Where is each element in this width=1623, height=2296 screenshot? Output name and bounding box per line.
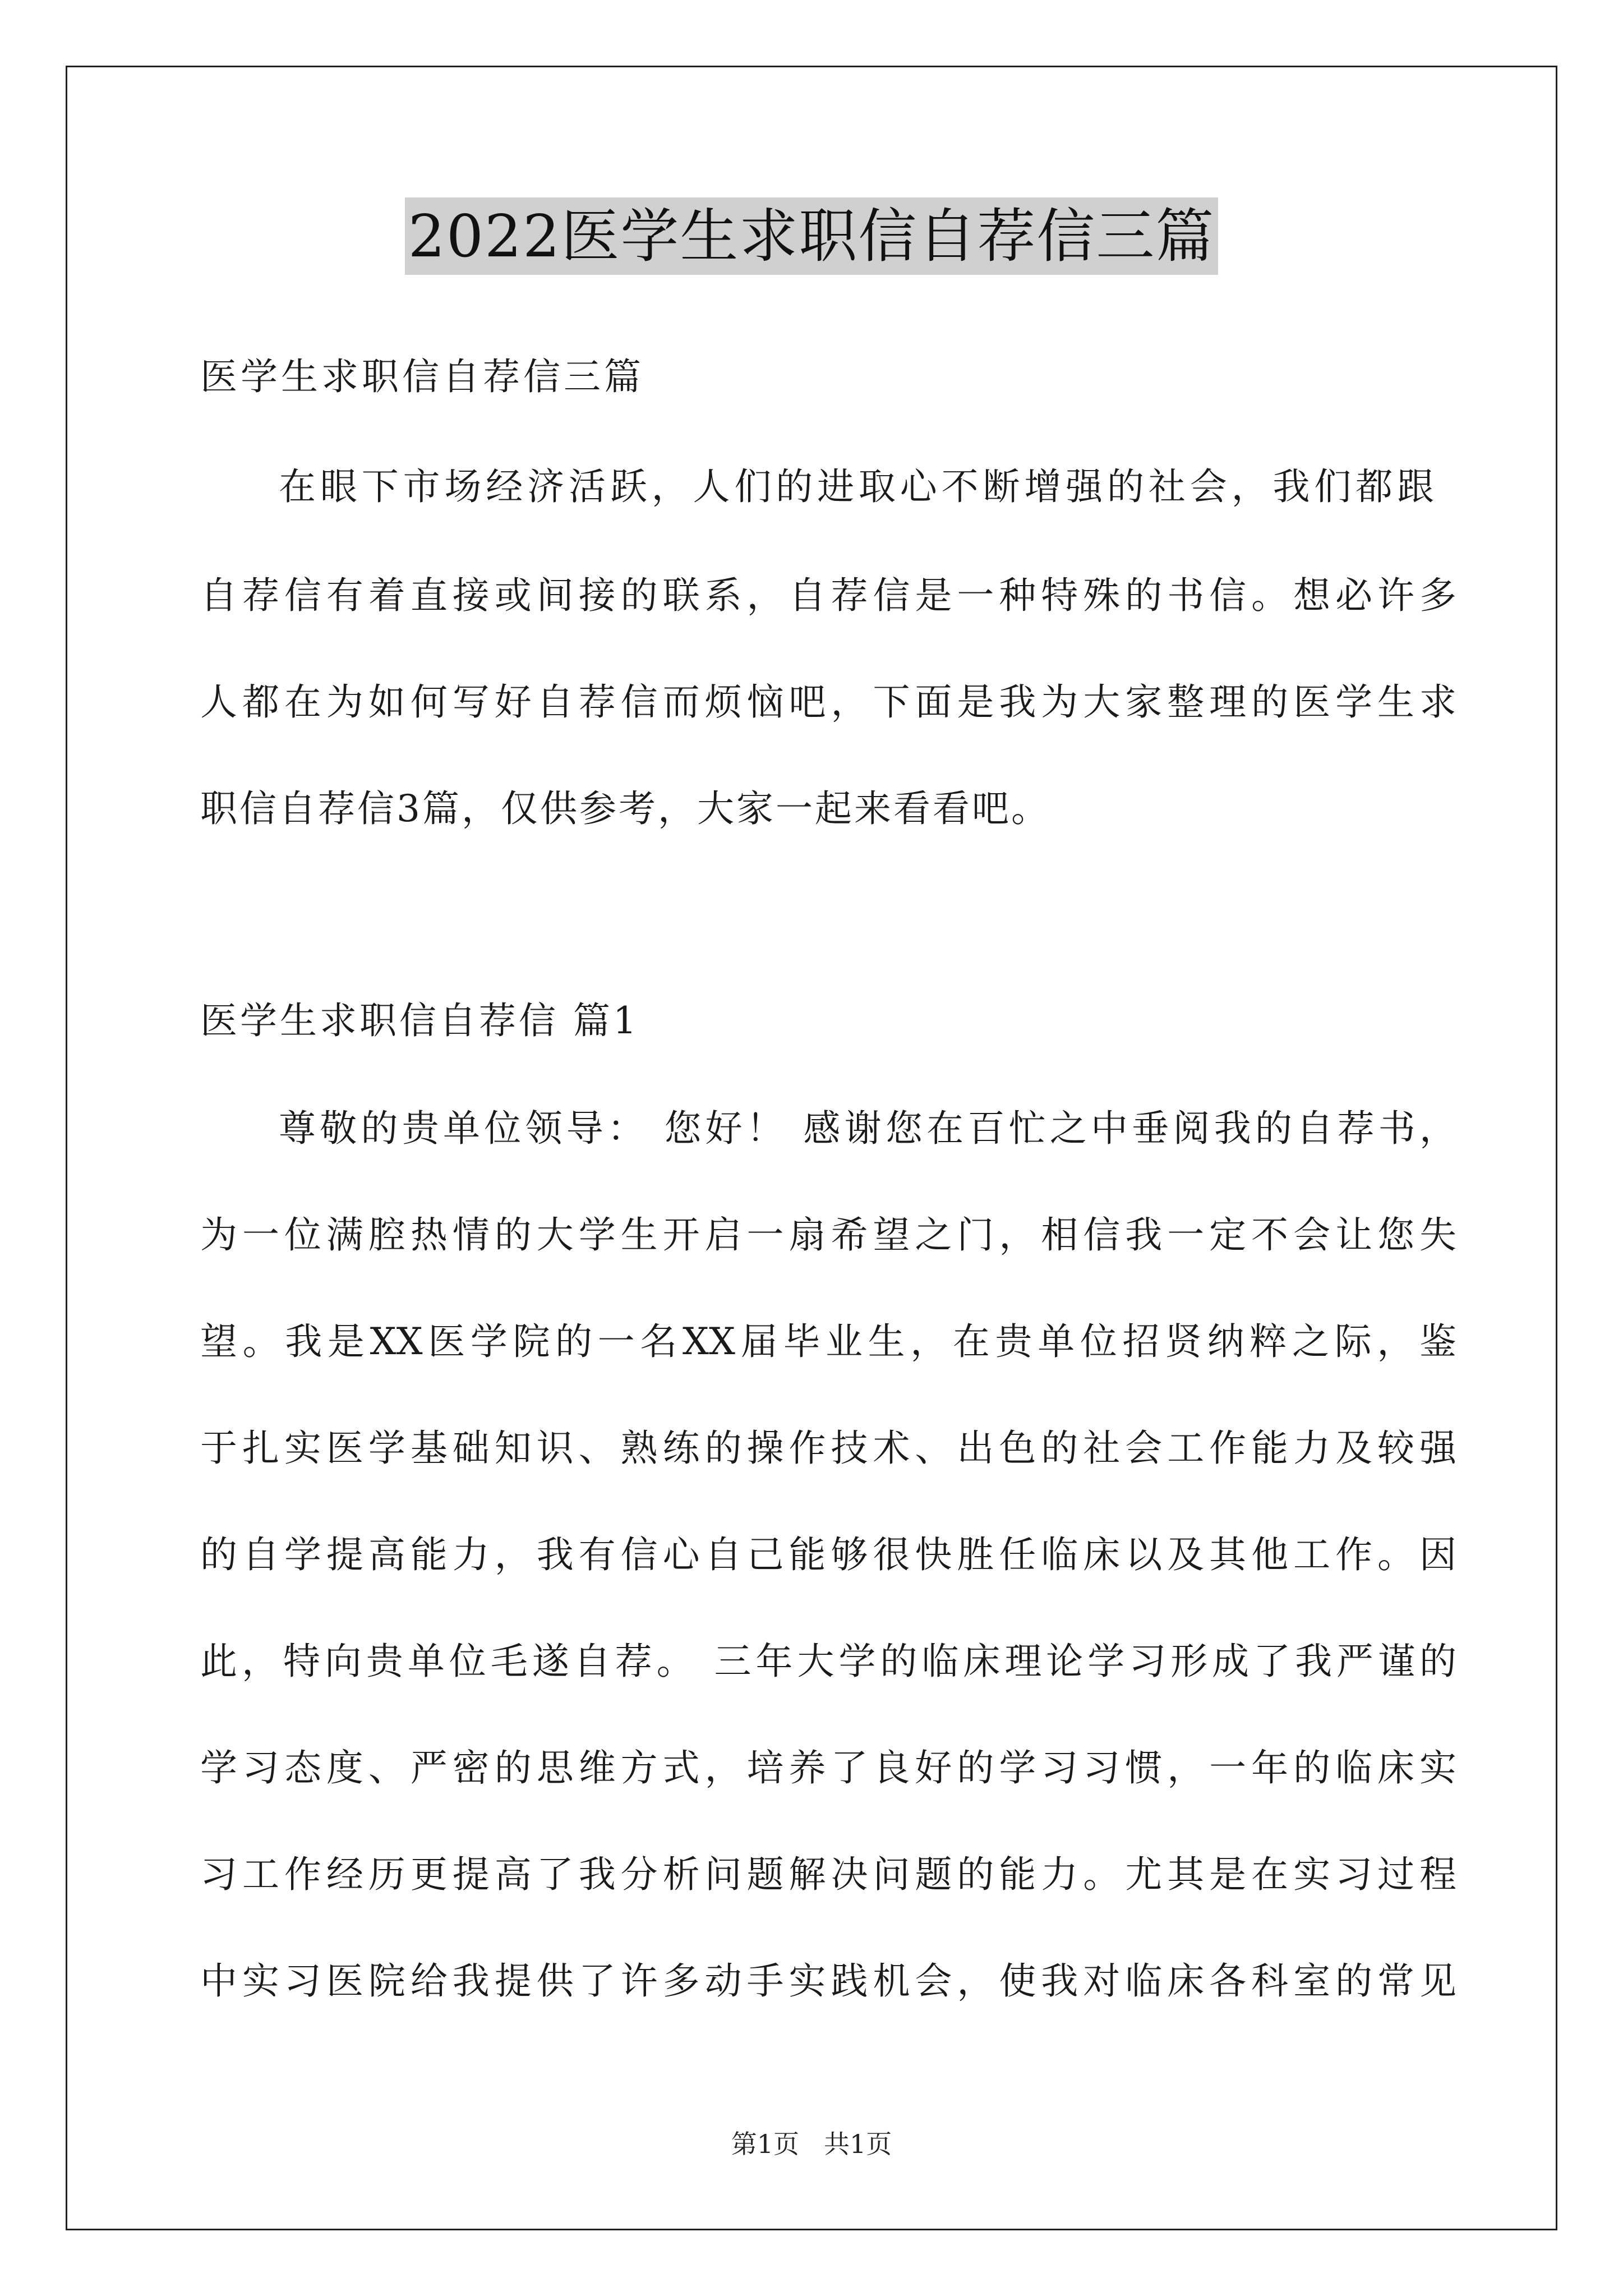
body-line-7: 学习态度、严密的思维方式，培养了良好的学习习惯，一年的临床实 — [200, 1746, 1456, 1789]
body-line-1: 尊敬的贵单位领导： 您好！ 感谢您在百忙之中垂阅我的自荐书， — [279, 1107, 1456, 1150]
body-line-6: 此，特向贵单位毛遂自荐。 三年大学的临床理论学习形成了我严谨的 — [200, 1640, 1456, 1683]
section-heading: 医学生求职信自荐信 篇1 — [200, 999, 639, 1042]
intro-line-4: 职信自荐信3篇，仅供参考，大家一起来看看吧。 — [200, 787, 1050, 830]
footer-total-pages: 共1页 — [823, 2129, 892, 2159]
body-line-3: 望。我是XX医学院的一名XX届毕业生，在贵单位招贤纳粹之际，鉴 — [200, 1320, 1456, 1363]
title-container — [0, 197, 1623, 275]
body-line-2: 为一位满腔热情的大学生开启一扇希望之门，相信我一定不会让您失 — [200, 1213, 1456, 1257]
body-line-4: 于扎实医学基础知识、熟练的操作技术、出色的社会工作能力及较强 — [200, 1427, 1456, 1470]
document-title: 2022医学生求职信自荐信三篇 — [405, 197, 1219, 275]
intro-line-1: 在眼下市场经济活跃，人们的进取心不断增强的社会，我们都跟 — [279, 465, 1434, 508]
intro-line-3: 人都在为如何写好自荐信而烦恼吧，下面是我为大家整理的医学生求 — [200, 680, 1456, 724]
intro-line-2: 自荐信有着直接或间接的联系，自荐信是一种特殊的书信。想必许多 — [200, 574, 1456, 617]
page-footer — [0, 2127, 1623, 2161]
body-line-9: 中实习医院给我提供了许多动手实践机会，使我对临床各科室的常见 — [200, 1959, 1456, 2003]
document-subtitle: 医学生求职信自荐信三篇 — [200, 355, 644, 398]
footer-page-number: 第1页 — [731, 2129, 800, 2159]
body-line-8: 习工作经历更提高了我分析问题解决问题的能力。尤其是在实习过程 — [200, 1853, 1456, 1896]
body-line-5: 的自学提高能力，我有信心自己能够很快胜任临床以及其他工作。因 — [200, 1533, 1456, 1576]
